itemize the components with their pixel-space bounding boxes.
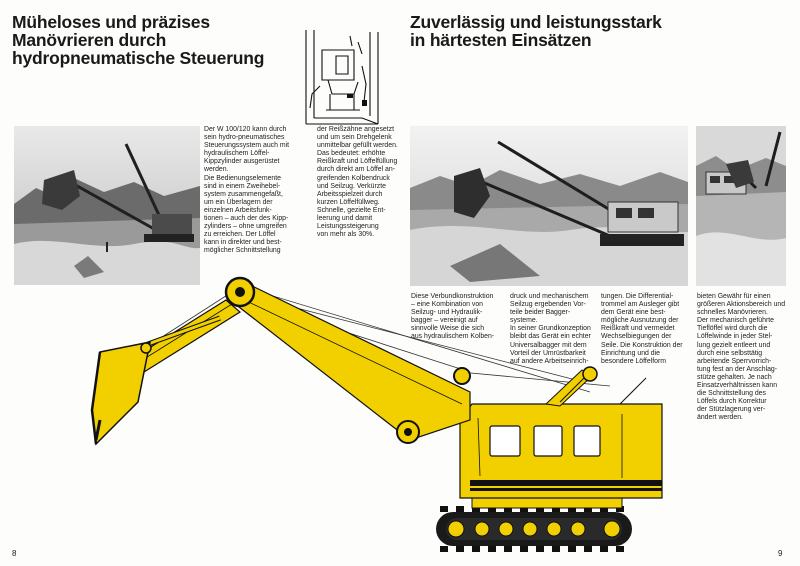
- right-text-column-2: druck und mechanischem Seilzug ergebenden Vor- teile beider Bagger- systeme. In seiner Grundkonzeption bleibt das Gerät ein echter Universalbagger mit dem Vorteil der Umrüstbarkeit auf andere Arbeitseinrich-: [510, 293, 591, 365]
- right-text-column-4: bieten Gewähr für einen größeren Aktionsbereich und schnelles Manövrieren. Der mechanisch geführte Tieflöffel wird durch die Löffelwinde in jeder Stel- lung gezielt entleert und durch eine selbsttätig arbeitende Sperrvorrich- tung fest an der Anschlag- stütze gehalten. Je nach Einsatzverhältnissen kann die Schnittstellung des Löffels durch Korrektur der Stützlagerung ver- ändert werden.: [697, 293, 786, 422]
- left-page-heading: Müheloses und präzises Manövrieren durch hydropneumatische Steuerung: [12, 12, 265, 68]
- page-number-right: 9: [778, 549, 783, 558]
- right-text-column-1: Diese Verbundkonstruktion – eine Kombination von Seilzug- und Hydraulik- bagger – vereinigt auf sinnvolle Weise die sich aus hydraulischem Kolben-: [411, 293, 495, 341]
- left-text-column-1: Der W 100/120 kann durch sein hydro-pneumatisches Steuerungssystem auch mit hydraulischem Löffel- Kippzylinder ausgerüstet werden. Die Bedienungselemente sind in einem Zweihebel- system zusammengefaßt, um ein Überlagern der einzelnen Arbeitsfunk- tionen – auch der des Kipp- zylinders – ohne umgreifen zu erreichen. Der Löffel kann in direkter und best- möglicher Schnittstellung: [204, 126, 290, 255]
- page-number-left: 8: [12, 549, 17, 558]
- crawler-track: [436, 506, 632, 552]
- right-page-heading: Zuverlässig und leistungsstark in härtesten Einsätzen: [410, 12, 662, 50]
- left-text-column-2: der Reißzähne angesetzt und um sein Drehgelenk unmittelbar gefüllt werden. Das bedeutet: erhöhte Reißkraft und Löffelfüllung durch direkt am Löffel an- greifenden Kolbendruck und Seilzug. Verkürzte Arbeitsspielzeit durch kurzen Löffelfüllweg. Schnelle, gezielte Ent- leerung und damit Leistungssteigerung von mehr als 30%.: [317, 126, 398, 239]
- right-text-column-3: tungen. Die Differential- trommel am Ausleger gibt dem Gerät eine best- mögliche Ausnutzung der Reißkraft und vermeidet Wechselbiegungen der Seile. Die Konstruktion der Einrichtung und die besondere Löffelform: [601, 293, 683, 365]
